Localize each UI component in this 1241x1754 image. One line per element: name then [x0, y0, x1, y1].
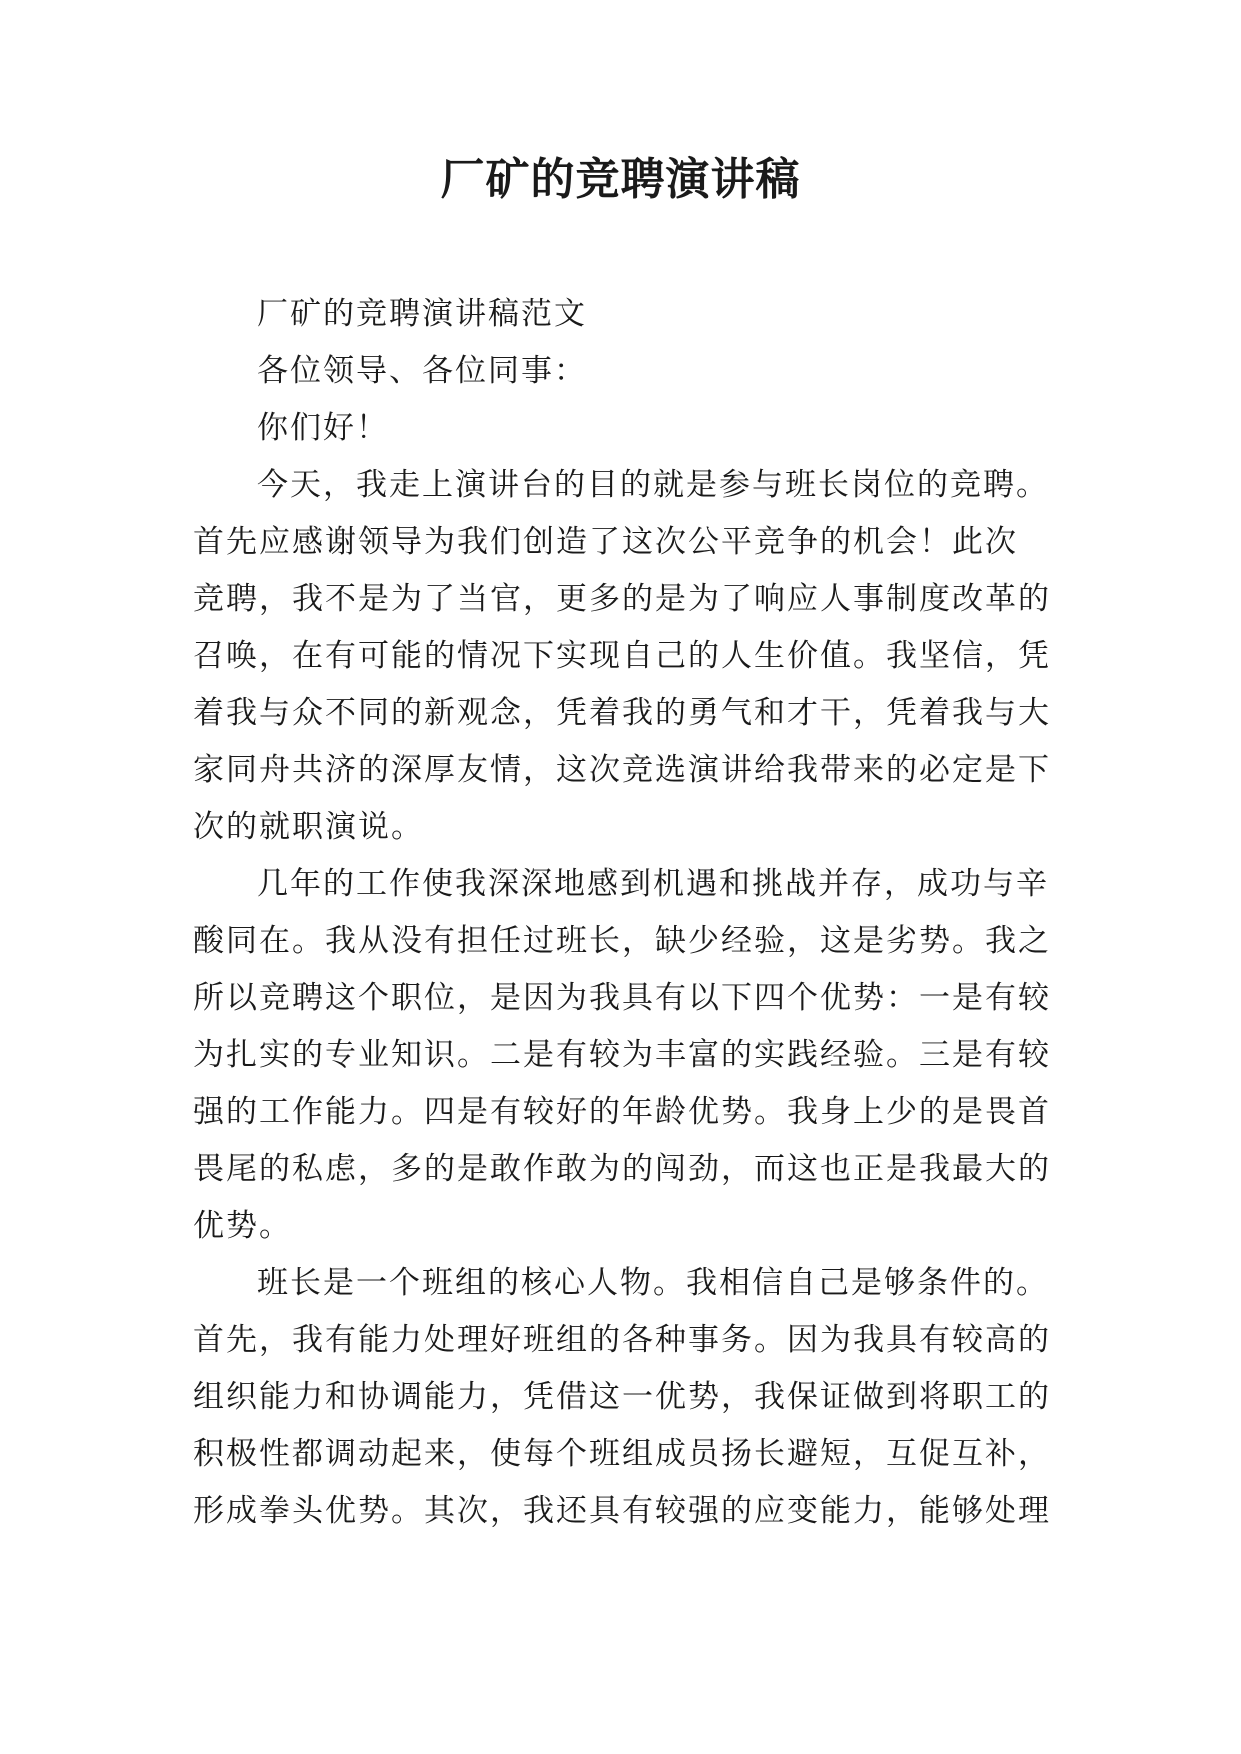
- text-line: 班长是一个班组的核心人物。我相信自己是够条件的。: [257, 1265, 1049, 1301]
- text-line: 厂矿的竞聘演讲稿范文: [257, 296, 587, 332]
- text-line: 首先应感谢领导为我们创造了这次公平竞争的机会！此次: [193, 524, 1018, 560]
- text-line: 今天，我走上演讲台的目的就是参与班长岗位的竞聘。: [257, 467, 1049, 503]
- text-line: 召唤，在有可能的情况下实现自己的人生价值。我坚信，凭: [193, 638, 1051, 674]
- text-line: 酸同在。我从没有担任过班长，缺少经验，这是劣势。我之: [193, 923, 1051, 959]
- text-line: 各位领导、各位同事：: [257, 353, 587, 389]
- text-line: 组织能力和协调能力，凭借这一优势，我保证做到将职工的: [193, 1379, 1051, 1415]
- text-line: 强的工作能力。四是有较好的年龄优势。我身上少的是畏首: [193, 1094, 1051, 1130]
- text-line: 积极性都调动起来，使每个班组成员扬长避短，互促互补，: [193, 1436, 1051, 1472]
- text-line: 次的就职演说。: [193, 809, 424, 845]
- text-line: 家同舟共济的深厚友情，这次竞选演讲给我带来的必定是下: [193, 752, 1051, 788]
- text-line: 优势。: [193, 1208, 292, 1244]
- text-line: 所以竞聘这个职位，是因为我具有以下四个优势：一是有较: [193, 980, 1051, 1016]
- document-body: [193, 286, 1063, 1540]
- text-line: 着我与众不同的新观念，凭着我的勇气和才干，凭着我与大: [193, 695, 1051, 731]
- document-title: 厂矿的竞聘演讲稿: [440, 154, 801, 205]
- text-line: 形成拳头优势。其次，我还具有较强的应变能力，能够处理: [193, 1493, 1051, 1529]
- text-line: 几年的工作使我深深地感到机遇和挑战并存，成功与辛: [257, 866, 1049, 902]
- text-line: 首先，我有能力处理好班组的各种事务。因为我具有较高的: [193, 1322, 1051, 1358]
- text-line: 为扎实的专业知识。二是有较为丰富的实践经验。三是有较: [193, 1037, 1051, 1073]
- text-line: 畏尾的私虑，多的是敢作敢为的闯劲，而这也正是我最大的: [193, 1151, 1051, 1187]
- text-line: 你们好！: [257, 410, 389, 446]
- text-line: 竞聘，我不是为了当官，更多的是为了响应人事制度改革的: [193, 581, 1051, 617]
